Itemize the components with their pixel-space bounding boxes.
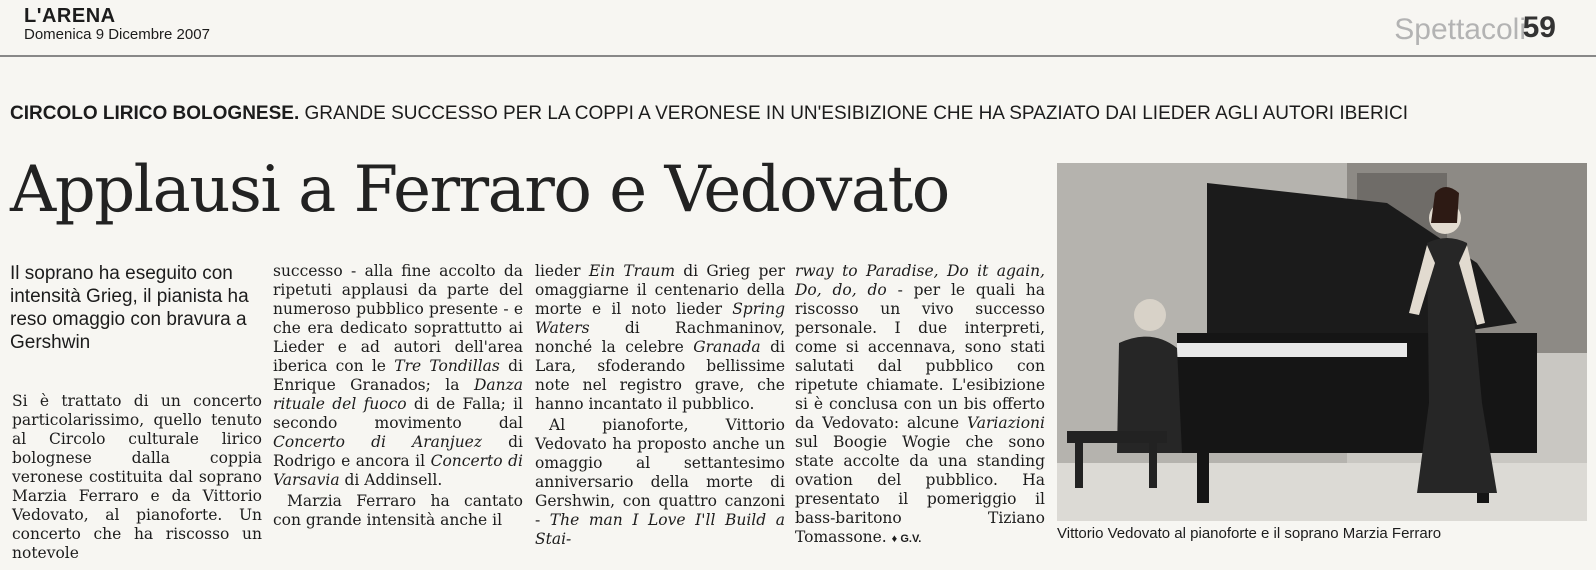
paragraph: successo - alla fine accolto da ripetuti applausi da parte del numeroso pubblico presente - e che era dedicato soprattutto ai Lieder e ad autori dell'area iberica con le Tre Tondillas di Enrique Granados; la Danza rituale del fuoco di de Falla; il secondo movimento dal Concerto di Aranjuez di Rodrigo e ancora il Concerto di Varsavia di Addinsell.: [273, 262, 524, 489]
header-rule: [0, 55, 1596, 57]
standfirst: Il soprano ha eseguito con intensità Grieg, il pianista ha reso omaggio con bravura a Gershwin: [10, 263, 249, 353]
paragraph: lieder Ein Traum di Grieg per omaggiarne il centenario della morte e il noto lieder Spring Waters di Rachmaninov, nonché la celebre Granada di Lara, sfoderando bellissime note nel registro grave, che hanno incantato il pubblico.: [535, 262, 785, 413]
newspaper-name: L'ARENA: [24, 5, 116, 27]
kicker-lead: CIRCOLO LIRICO BOLOGNESE.: [10, 103, 300, 124]
article-column-3: [535, 262, 785, 549]
concert-photo: [1057, 163, 1587, 521]
paragraph: Marzia Ferraro ha cantato con grande intensità anche il: [273, 492, 523, 529]
paragraph: Al pianoforte, Vittorio Vedovato ha proposto anche un omaggio al settantesimo anniversario della morte di Gershwin, con quattro canzoni - The man I Love I'll Build a Stai-: [535, 416, 785, 548]
article-column-1: [12, 392, 262, 563]
issue-date: Domenica 9 Dicembre 2007: [24, 26, 210, 43]
photo-caption: Vittorio Vedovato al pianoforte e il soprano Marzia Ferraro: [1057, 525, 1442, 542]
paragraph: rway to Paradise, Do it again, Do, do, do - per le quali ha riscosso un vivo successo personale. I due interpreti, come si accennava, sono stati salutati dal pubblico con ripetute chiamate. L'esibizione si è conclusa con un bis offerto da Vedovato: alcune Variazioni sul Boogie Wogie che sono state accolte da una standing ovation del pubblico. Ha presentato il pomeriggio il bass-baritono Tiziano Tomassone. ♦ G.V.: [795, 262, 1045, 546]
page-number: 59: [1522, 11, 1556, 44]
article-column-4: [795, 262, 1045, 549]
paragraph: Si è trattato di un concerto particolarissimo, quello tenuto al Circolo culturale lirico bolognese dalla coppia veronese costituita dal soprano Marzia Ferraro e da Vittorio Vedovato, al pianoforte. Un concerto che ha riscosso un notevole: [12, 392, 262, 562]
masthead: [24, 6, 210, 44]
kicker: [10, 101, 1408, 127]
kicker-text: GRANDE SUCCESSO PER LA COPPI A VERONESE IN UN'ESIBIZIONE CHE HA SPAZIATO DAI LIEDER AGLI AUTORI IBERICI: [304, 103, 1408, 124]
article-column-2: [273, 262, 523, 530]
headline: Applausi a Ferraro e Vedovato: [10, 153, 949, 227]
section-name: Spettacoli: [1394, 13, 1526, 46]
author-signature: ♦ G.V.: [891, 533, 922, 545]
